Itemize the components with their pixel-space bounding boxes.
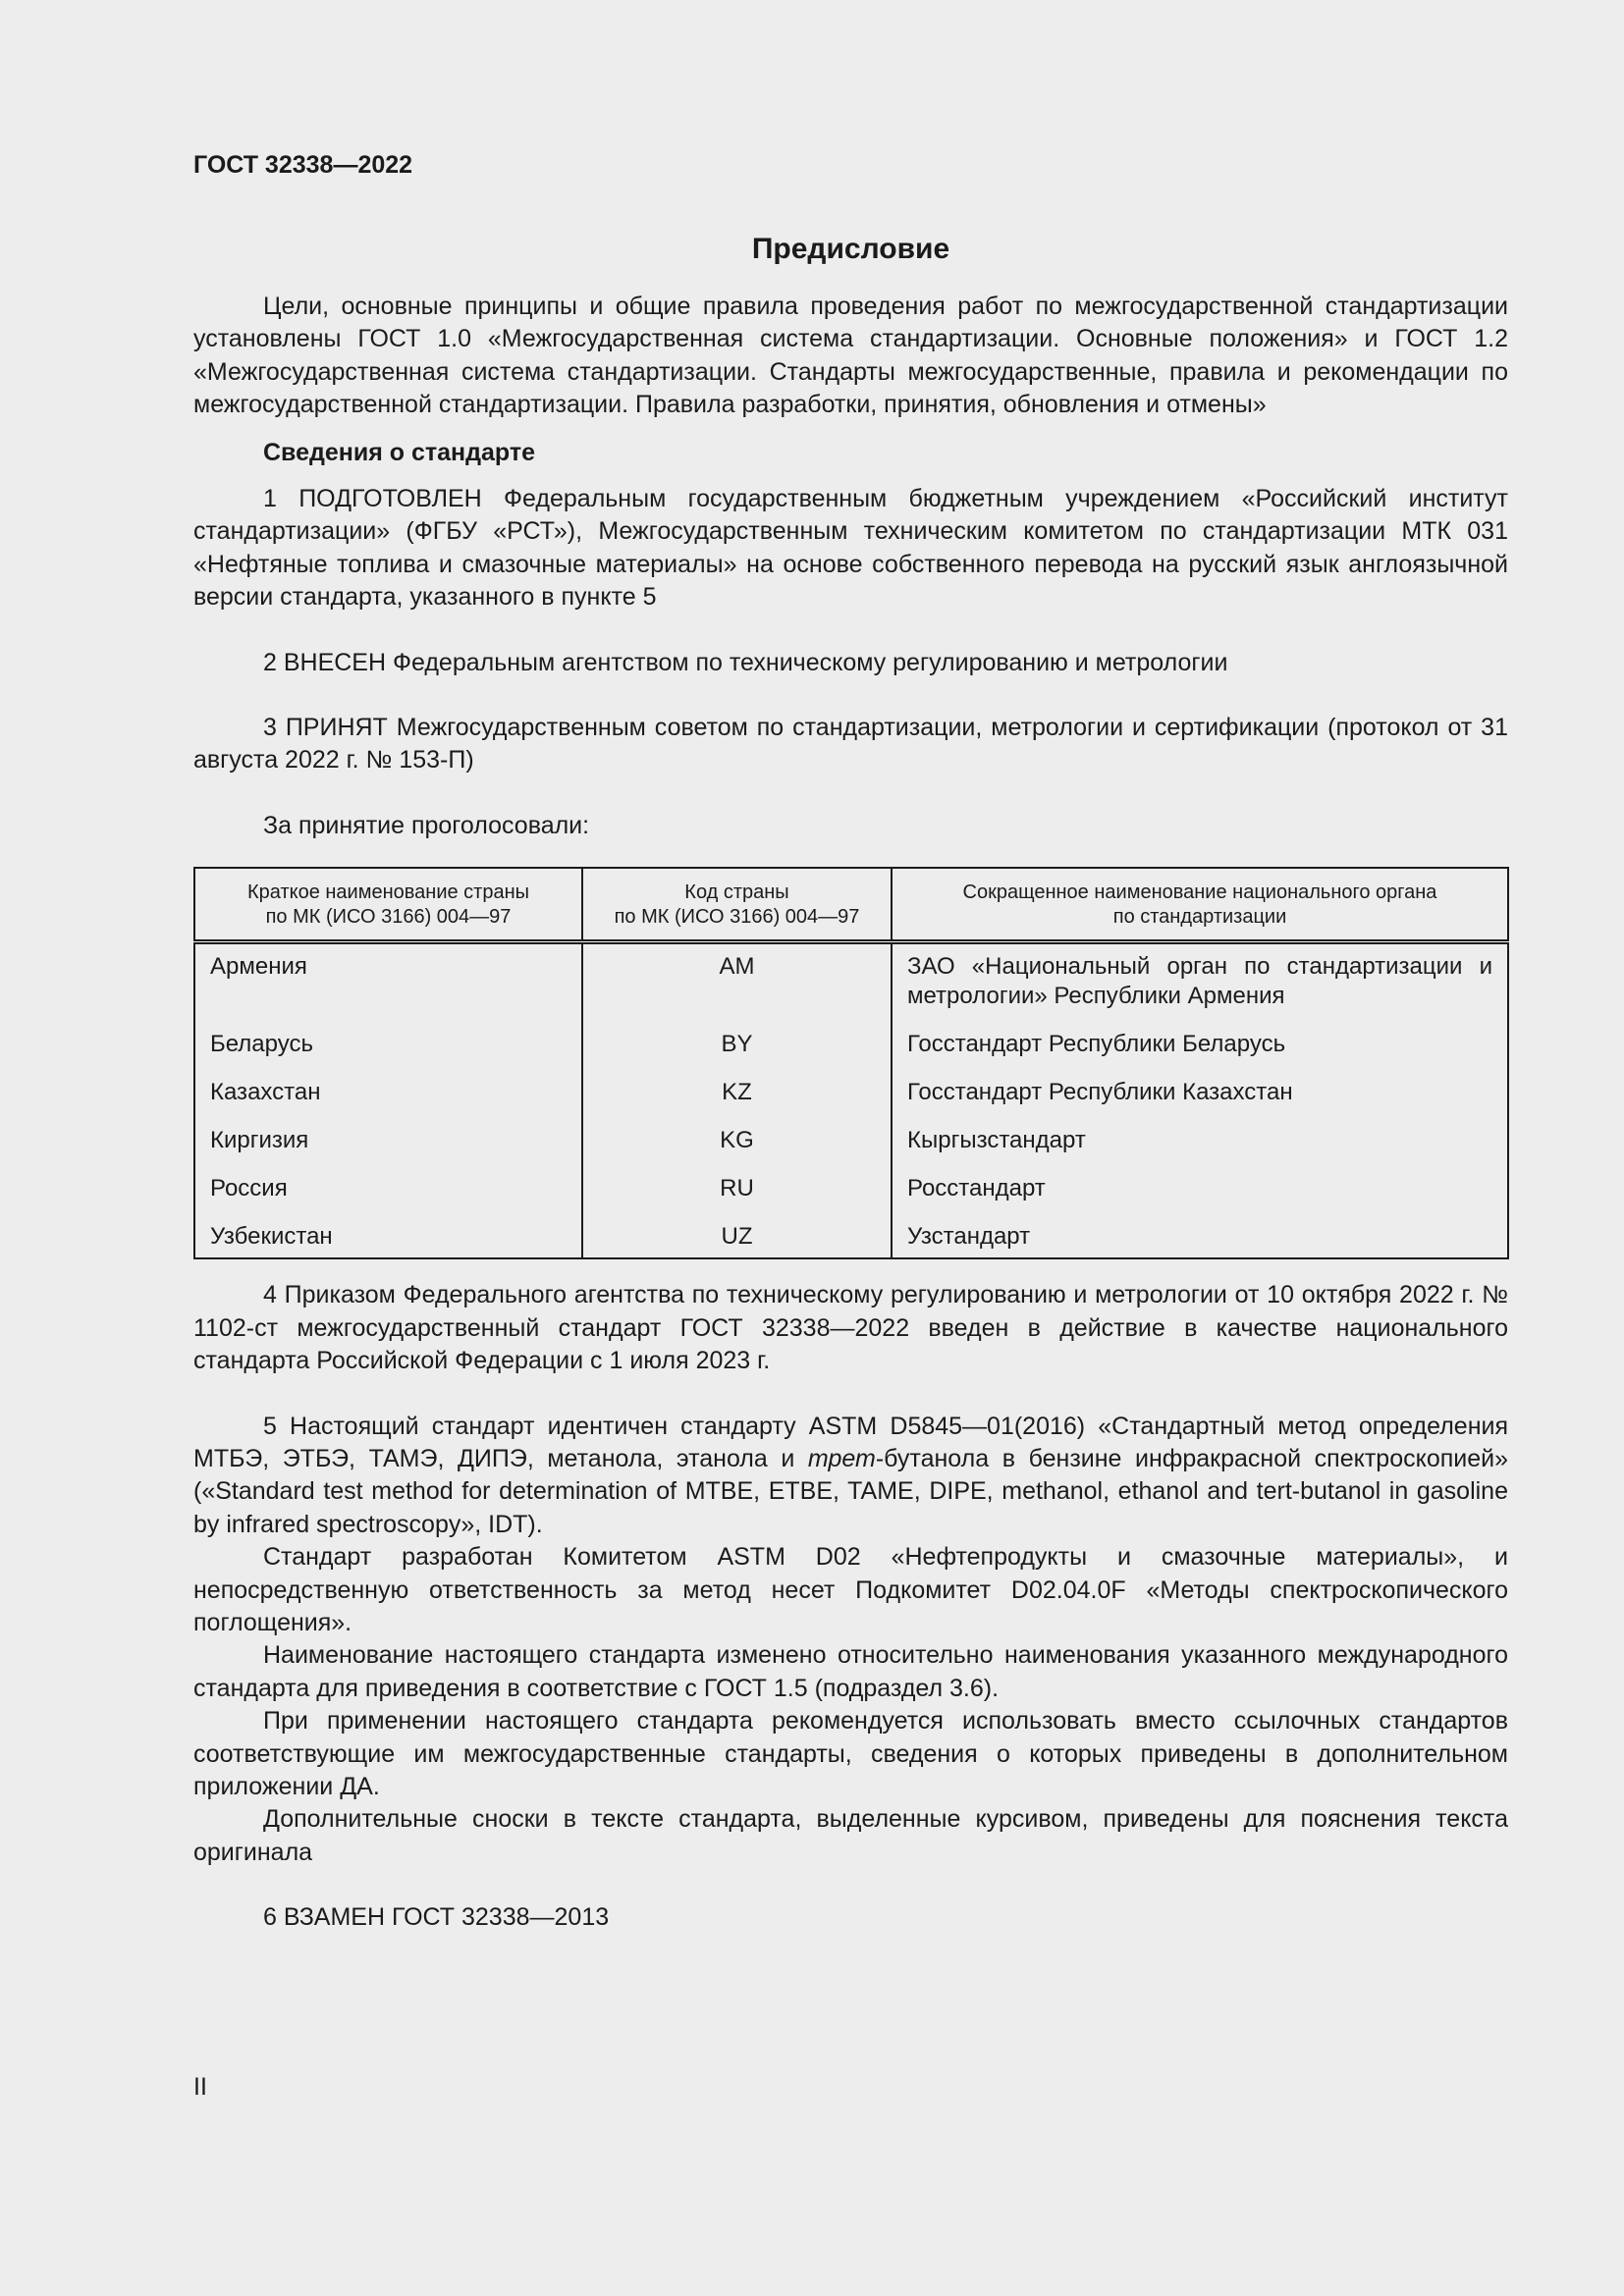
cell-code: KZ bbox=[582, 1059, 892, 1107]
item-5-footnotes-paragraph: Дополнительные сноски в тексте стандарта, выделенные курсивом, приведены для пояснения текста оригинала bbox=[193, 1805, 1508, 1866]
header-org bbox=[892, 868, 1508, 942]
cell-code: UZ bbox=[582, 1203, 892, 1258]
cell-country: Киргизия bbox=[194, 1107, 582, 1155]
cell-country: Армения bbox=[194, 942, 582, 1012]
table-row bbox=[194, 1107, 1508, 1155]
cell-org: Госстандарт Республики Казахстан bbox=[892, 1059, 1508, 1107]
intro-paragraph: Цели, основные принципы и общие правила проведения работ по межгосударственной стандартизации установлены ГОСТ 1.0 «Межгосударственная система стандартизации. Основные положения» и ГОСТ 1.2 «Межгосударственная система стандартизации. Стандарты межгосударственные, правила и рекомендации по межгосударственной стандартизации. Правила разработки, принятия, обновления и отмены» bbox=[193, 293, 1508, 419]
page-number: II bbox=[193, 2073, 207, 2101]
item-2-submitted: 2 ВНЕСЕН Федеральным агентством по техническому регулированию и метрологии bbox=[263, 648, 1228, 676]
cell-org: Узстандарт bbox=[892, 1203, 1508, 1258]
document-code-header: ГОСТ 32338—2022 bbox=[193, 151, 413, 179]
header-org-line2: по стандартизации bbox=[1112, 906, 1287, 929]
cell-code: KG bbox=[582, 1107, 892, 1155]
item-5-developer-paragraph: Стандарт разработан Комитетом ASTM D02 «Нефтепродукты и смазочные материалы», и непосредственную ответственность за метод несет Подкомитет D02.04.0F «Методы спектроскопического поглощения». bbox=[193, 1543, 1508, 1636]
item-5-italic-term: трет bbox=[807, 1444, 876, 1472]
voted-label: За принятие проголосовали: bbox=[263, 811, 590, 839]
header-country-line1: Краткое наименование страны bbox=[246, 881, 530, 904]
item-3-adopted: 3 ПРИНЯТ Межгосударственным советом по стандартизации, метрологии и сертификации (протокол от 31 августа 2022 г. № 153-П) bbox=[193, 714, 1508, 774]
cell-code: AM bbox=[582, 942, 892, 1012]
section-title: Предисловие bbox=[751, 233, 950, 265]
table-header-row bbox=[194, 868, 1508, 942]
item-6-replaces: 6 ВЗАМЕН ГОСТ 32338—2013 bbox=[263, 1903, 610, 1932]
table-row bbox=[194, 1059, 1508, 1107]
cell-org: ЗАО «Национальный орган по стандартизации и метрологии» Республики Армения bbox=[892, 942, 1508, 1012]
document-page bbox=[193, 147, 1508, 1935]
item-4-order: 4 Приказом Федерального агентства по техническому регулированию и метрологии от 10 октября 2022 г. № 1102-ст межгосударственный стандарт ГОСТ 32338—2022 введен в действие в качестве национального стандарта Российской Федерации с 1 июля 2023 г. bbox=[193, 1281, 1508, 1375]
header-code-line2: по МК (ИСО 3166) 004—97 bbox=[614, 906, 860, 929]
header-code-line1: Код страны bbox=[684, 881, 789, 904]
item-5-name-change-paragraph: Наименование настоящего стандарта изменено относительно наименования указанного международного стандарта для приведения в соответствие с ГОСТ 1.5 (подраздел 3.6). bbox=[193, 1641, 1508, 1702]
cell-org: Госстандарт Республики Беларусь bbox=[892, 1011, 1508, 1059]
item-1-prepared: 1 ПОДГОТОВЛЕН Федеральным государственным бюджетным учреждением «Российский институт стандартизации» (ФГБУ «РСТ»), Межгосударственным техническим комитетом по стандартизации МТК 031 «Нефтяные топлива и смазочные материалы» на основе собственного перевода на русский язык англоязычной версии стандарта, указанного в пункте 5 bbox=[193, 485, 1508, 612]
header-country-line2: по МК (ИСО 3166) 004—97 bbox=[265, 906, 512, 929]
item-5-text-a: 5 Настоящий стандарт идентичен стандарту ASTM D5845—01(2016) «Стандартный метод определения МТБЭ, ЭТБЭ, ТАМЭ, ДИПЭ, метанола, этанола и bbox=[193, 1412, 1508, 1472]
table-row bbox=[194, 1011, 1508, 1059]
cell-org: Кыргызстандарт bbox=[892, 1107, 1508, 1155]
header-code bbox=[582, 868, 892, 942]
standard-info-heading: Сведения о стандарте bbox=[263, 438, 536, 466]
cell-country: Беларусь bbox=[194, 1011, 582, 1059]
cell-code: RU bbox=[582, 1155, 892, 1203]
table-row bbox=[194, 1155, 1508, 1203]
cell-country: Казахстан bbox=[194, 1059, 582, 1107]
cell-country: Узбекистан bbox=[194, 1203, 582, 1258]
cell-code: BY bbox=[582, 1011, 892, 1059]
header-country bbox=[194, 868, 582, 942]
cell-country: Россия bbox=[194, 1155, 582, 1203]
table-row bbox=[194, 942, 1508, 1012]
table-row bbox=[194, 1203, 1508, 1258]
item-5-references-paragraph: При применении настоящего стандарта рекомендуется использовать вместо ссылочных стандартов соответствующие им межгосударственные стандарты, сведения о которых приведены в дополнительном приложении ДА. bbox=[193, 1707, 1508, 1800]
item-5-identical bbox=[193, 1411, 1508, 1542]
item-5-text-b: -бутанола в бензине инфракрасной спектроскопией» («Standard test method for determination of MTBE, ETBE, TAME, DIPE, methanol, ethanol and tert-butanol in gasoline by infrared spectroscopy», IDT). bbox=[193, 1444, 1508, 1538]
header-org-line1: Сокращенное наименование национального органа bbox=[962, 881, 1437, 904]
voting-countries-table bbox=[193, 867, 1509, 1259]
cell-org: Росстандарт bbox=[892, 1155, 1508, 1203]
